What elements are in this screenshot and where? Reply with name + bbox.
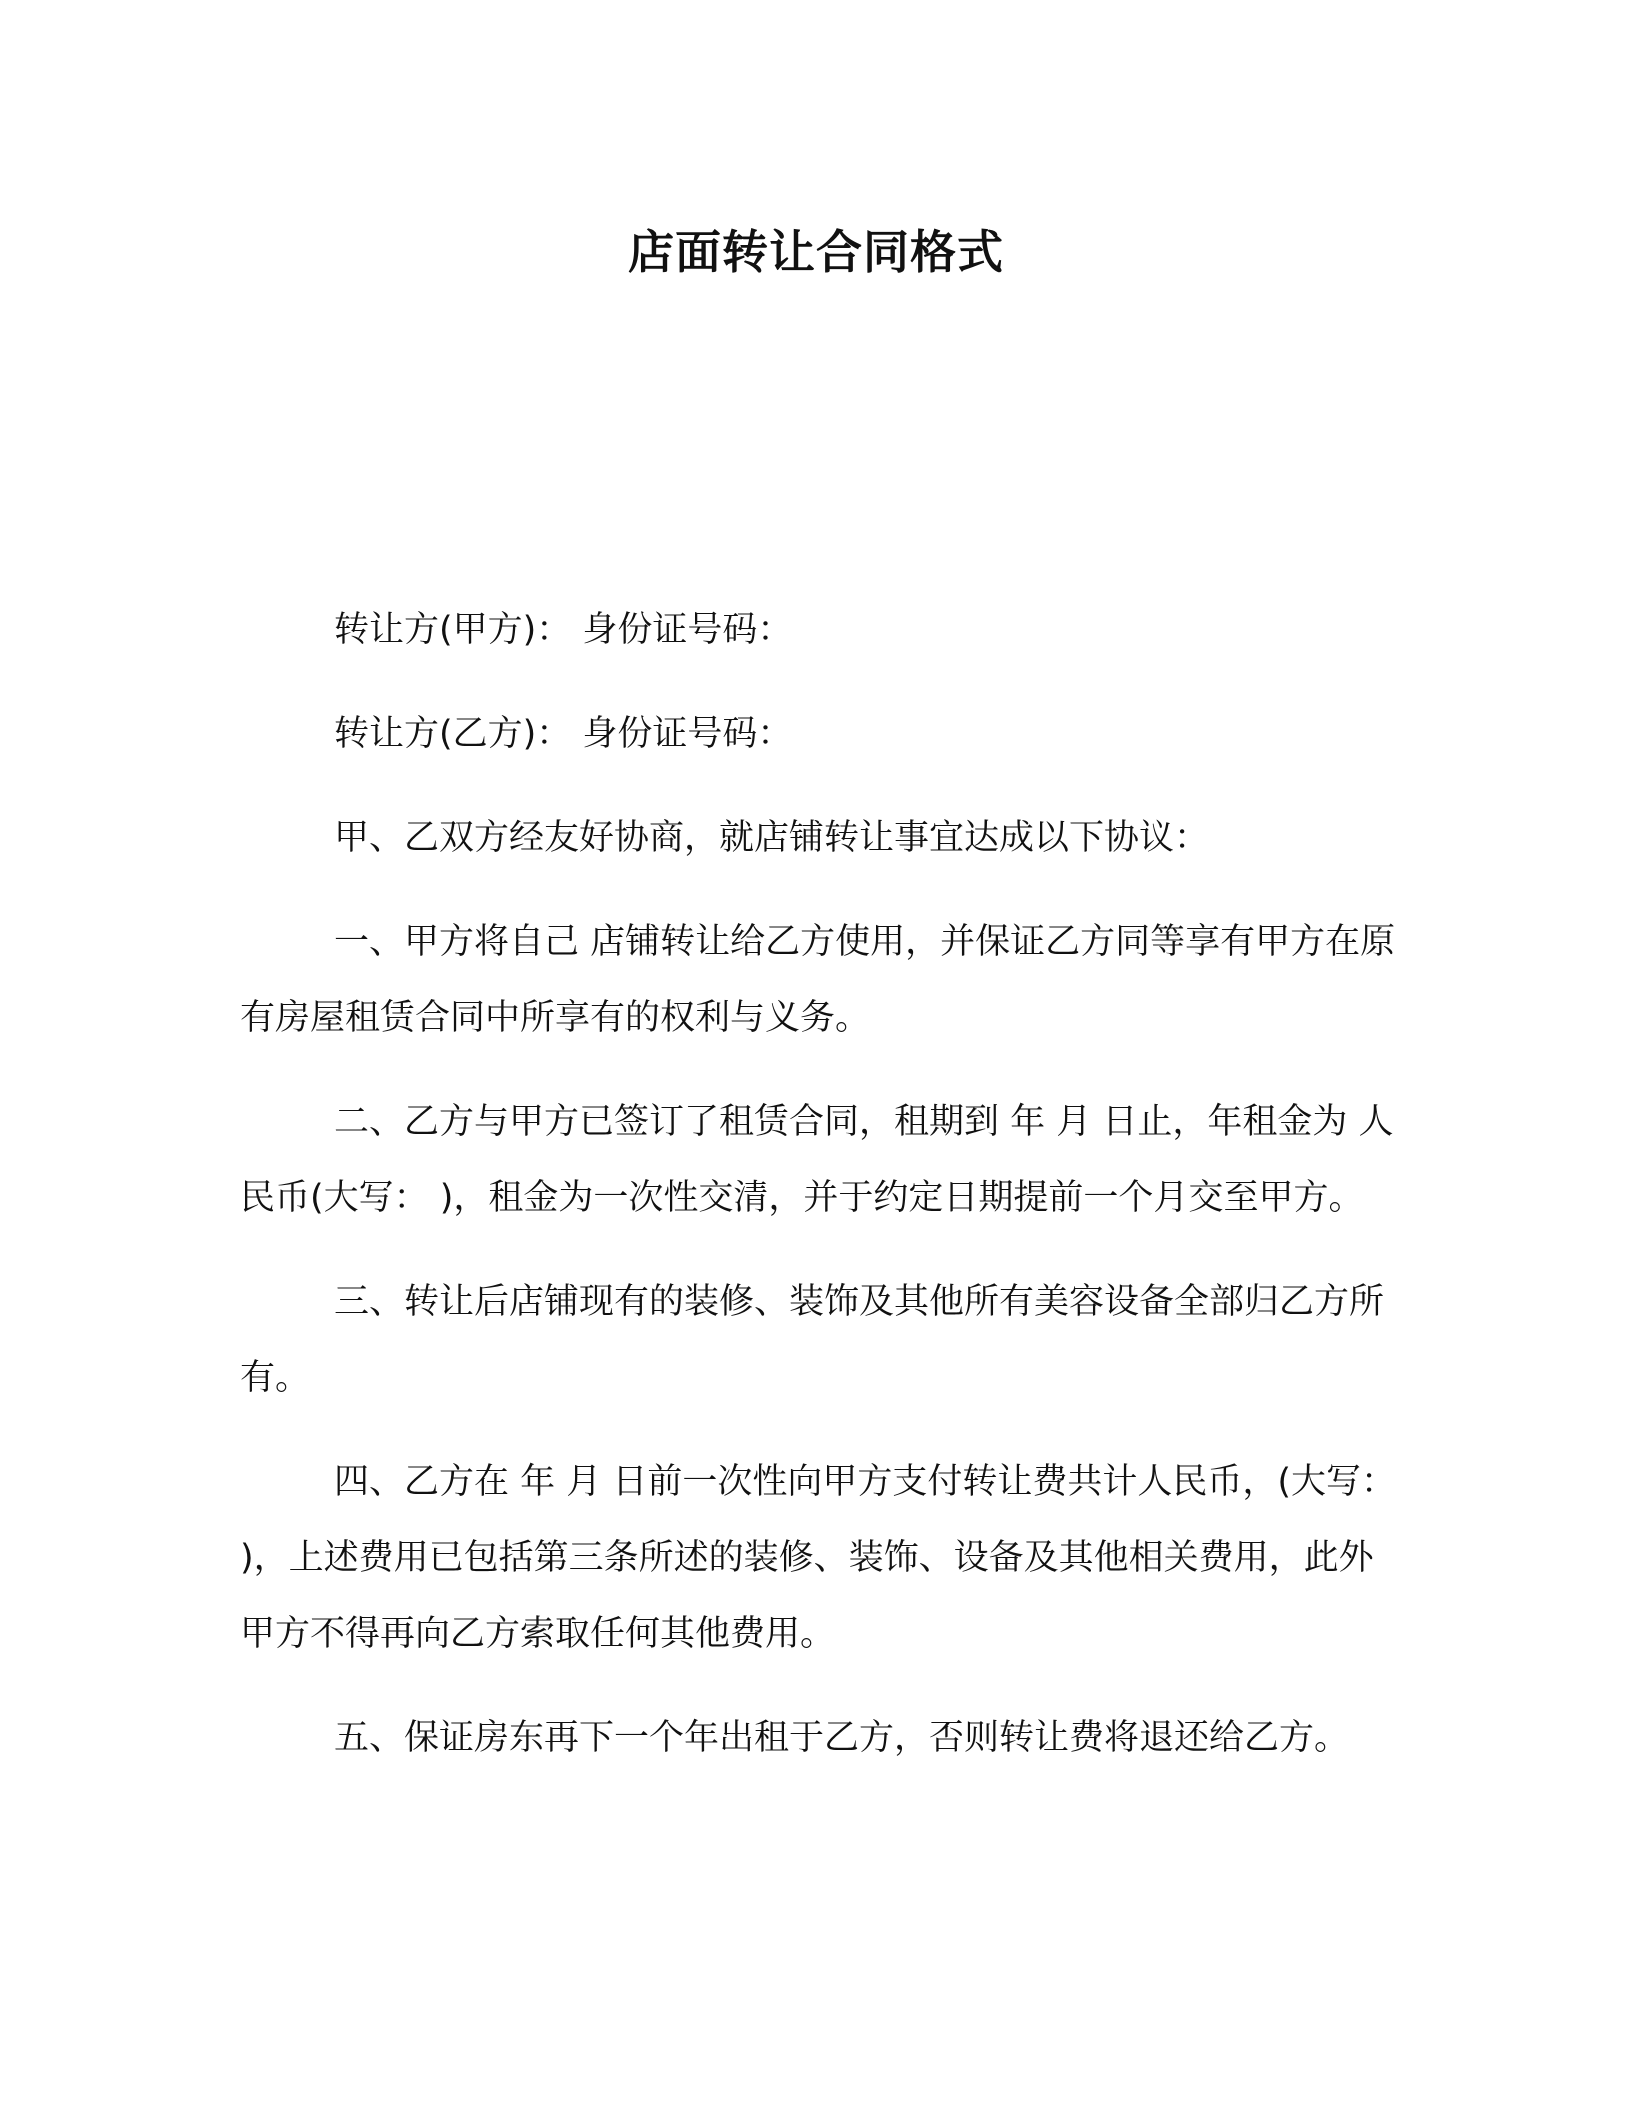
clause-5: 五、保证房东再下一个年出租于乙方，否则转让费将退还给乙方。 [334, 1718, 1350, 1758]
party-b-line: 转让方(乙方)： 身份证号码： [334, 714, 793, 754]
clause-1: 一、甲方将自己 店铺转让给乙方使用，并保证乙方同等享有甲方在原有房屋租赁合同中所享有的权利与义务。 [240, 922, 1396, 1038]
clause-4: 四、乙方在 年 月 日前一次性向甲方支付转让费共计人民币，(大写： )，上述费用已包括第三条所述的装修、装饰、设备及其他相关费用，此外甲方不得再向乙方索取任何其他费用。 [240, 1462, 1397, 1654]
document-title: 店面转让合同格式 [628, 225, 1004, 279]
clause-2: 二、乙方与甲方已签订了租赁合同，租期到 年 月 日止，年租金为 人民币(大写： )，租金为一次性交清，并于约定日期提前一个月交至甲方。 [240, 1102, 1394, 1218]
clause-3: 三、转让后店铺现有的装修、装饰及其他所有美容设备全部归乙方所有。 [240, 1282, 1385, 1398]
agreement-intro: 甲、乙双方经友好协商，就店铺转让事宜达成以下协议： [334, 818, 1210, 858]
party-a-line: 转让方(甲方)： 身份证号码： [334, 610, 793, 650]
contract-body [240, 592, 1400, 1804]
